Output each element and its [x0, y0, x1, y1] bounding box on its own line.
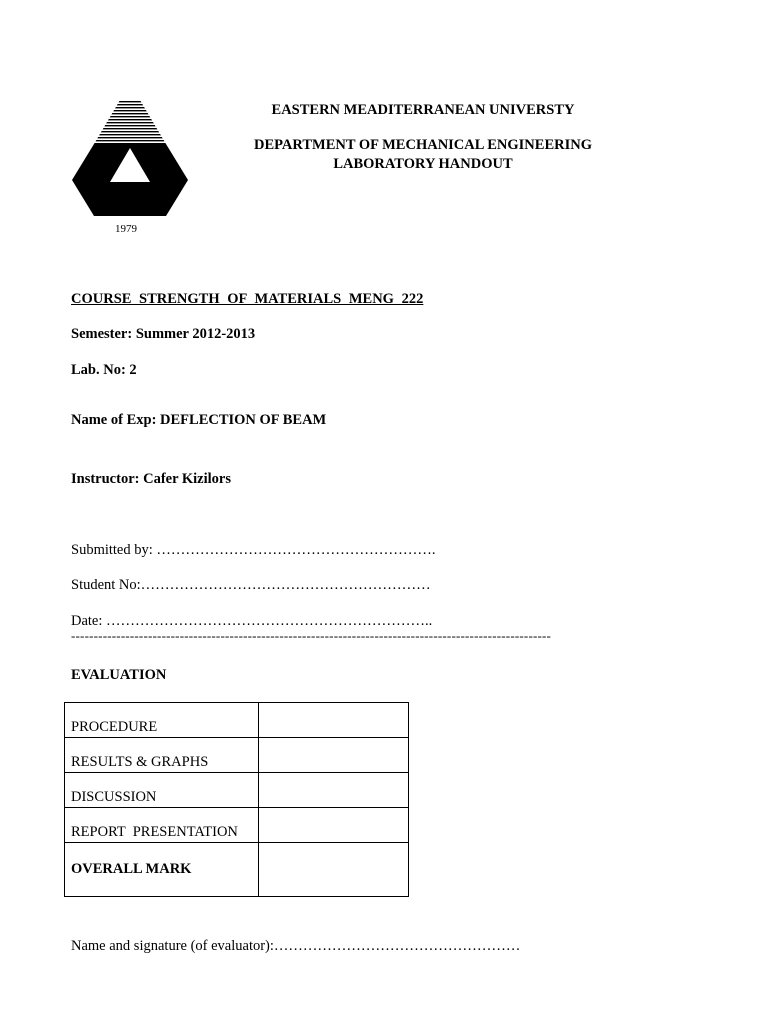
evaluator-signature-field[interactable]: Name and signature (of evaluator):……………………………………………	[71, 938, 521, 954]
overall-mark-cell[interactable]	[259, 843, 409, 897]
criterion-label: REPORT PRESENTATION	[65, 808, 259, 843]
overall-mark-label: OVERALL MARK	[65, 843, 259, 897]
semester-value: Summer 2012-2013	[135, 326, 256, 342]
submitted-by-field[interactable]: Submitted by: ………………………………………………….	[71, 542, 436, 558]
semester-line	[71, 326, 255, 343]
mark-cell[interactable]	[259, 703, 409, 738]
criterion-label: DISCUSSION	[65, 773, 259, 808]
evaluation-table	[64, 702, 409, 897]
handout-title: LABORATORY HANDOUT	[333, 156, 513, 172]
lab-value: 2	[129, 362, 137, 378]
criterion-label: RESULTS & GRAPHS	[65, 738, 259, 773]
mark-cell[interactable]	[259, 773, 409, 808]
instructor-label: Instructor:	[71, 471, 140, 487]
experiment-value: : DEFLECTION OF BEAM	[151, 412, 327, 428]
table-row	[65, 773, 409, 808]
separator-line: ----------------------------------------------------------------------------------------------------------	[71, 628, 552, 643]
department-name: DEPARTMENT OF MECHANICAL ENGINEERING	[254, 137, 592, 153]
criterion-label: PROCEDURE	[65, 703, 259, 738]
course-line: COURSE STRENGTH OF MATERIALS MENG 222	[71, 291, 424, 307]
experiment-label: Name of Exp	[71, 412, 152, 428]
experiment-line	[71, 412, 326, 429]
evaluation-heading: EVALUATION	[71, 667, 167, 683]
instructor-line	[71, 471, 231, 488]
instructor-value: Cafer Kizilors	[143, 471, 232, 487]
table-row	[65, 843, 409, 897]
lab-label: Lab. No:	[71, 362, 126, 378]
lab-number-line	[71, 362, 137, 379]
mark-cell[interactable]	[259, 808, 409, 843]
date-field[interactable]: Date: …………………………………………………………..	[71, 613, 433, 629]
mark-cell[interactable]	[259, 738, 409, 773]
logo-year: 1979	[115, 223, 137, 235]
table-row	[65, 808, 409, 843]
table-row	[65, 703, 409, 738]
semester-label: Semester:	[71, 326, 133, 342]
student-no-field[interactable]: Student No:……………………………………………………	[71, 577, 431, 593]
table-row	[65, 738, 409, 773]
university-name: EASTERN MEADITERRANEAN UNIVERSTY	[271, 102, 575, 118]
